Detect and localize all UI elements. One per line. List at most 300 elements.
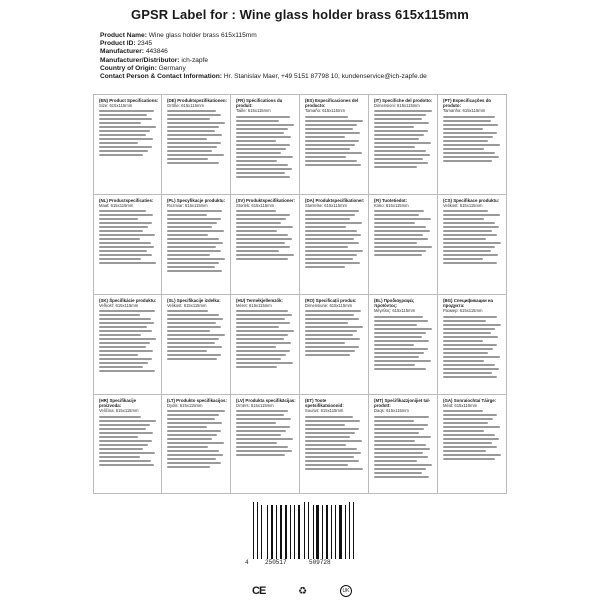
illegible-text-line xyxy=(236,334,288,336)
illegible-text-line xyxy=(443,156,499,158)
illegible-text-line xyxy=(374,146,415,148)
illegible-text-line xyxy=(305,448,357,450)
illegible-text-line xyxy=(305,128,353,130)
illegible-text-line xyxy=(305,420,360,422)
spec-cell-size: Tamaño: 615x115mm xyxy=(305,108,345,114)
illegible-text-line xyxy=(167,230,224,232)
barcode-bar xyxy=(259,505,260,559)
illegible-text-line xyxy=(305,222,362,224)
barcode-bar xyxy=(304,502,305,559)
illegible-text-line xyxy=(305,230,357,232)
barcode-bar xyxy=(255,502,256,559)
illegible-text-line xyxy=(443,410,483,412)
illegible-text-line xyxy=(374,356,419,358)
illegible-text-line xyxy=(236,318,285,320)
illegible-text-line xyxy=(167,210,222,212)
illegible-text-line xyxy=(236,222,281,224)
illegible-text-line xyxy=(305,350,355,352)
illegible-text-line xyxy=(374,316,423,318)
illegible-text-line xyxy=(305,440,362,442)
illegible-text-line xyxy=(374,348,428,350)
illegible-text-line xyxy=(236,172,285,174)
illegible-text-line xyxy=(99,130,150,132)
spec-cell xyxy=(438,394,507,494)
illegible-text-line xyxy=(167,226,212,228)
spec-cell xyxy=(369,294,438,394)
spec-cell-size: Size: 615x115mm xyxy=(99,103,133,109)
illegible-text-line xyxy=(443,214,500,216)
illegible-text-line xyxy=(305,444,346,446)
illegible-text-line xyxy=(99,310,155,312)
illegible-text-line xyxy=(305,258,353,260)
barcode-bar xyxy=(280,505,283,559)
spec-cell-heading: (PL) Specyfikacje produktu: xyxy=(167,198,226,203)
spec-cell xyxy=(369,94,438,194)
illegible-text-line xyxy=(305,254,357,256)
spec-cell-size: Izmērs: 615x115mm xyxy=(236,403,274,409)
illegible-text-line xyxy=(236,450,292,452)
illegible-text-line xyxy=(443,238,486,240)
illegible-text-line xyxy=(99,428,146,430)
illegible-text-line xyxy=(374,448,430,450)
illegible-text-line xyxy=(99,114,147,116)
illegible-text-line xyxy=(167,322,216,324)
barcode-bar xyxy=(263,505,266,559)
illegible-text-line xyxy=(236,446,288,448)
illegible-text-line xyxy=(167,114,221,116)
illegible-text-line xyxy=(443,222,495,224)
illegible-text-line xyxy=(236,238,292,240)
illegible-text-line xyxy=(374,238,428,240)
illegible-text-line xyxy=(236,136,291,138)
illegible-text-line xyxy=(443,128,483,130)
spec-cell-heading: (NL) Productspecificaties: xyxy=(99,198,154,203)
barcode-bar xyxy=(285,505,287,559)
illegible-text-line xyxy=(167,126,219,128)
illegible-text-line xyxy=(167,446,208,448)
illegible-text-line xyxy=(374,114,426,116)
barcode-bar xyxy=(292,505,294,559)
illegible-text-line xyxy=(236,234,288,236)
illegible-text-line xyxy=(305,242,359,244)
label-title: GPSR Label for : Wine glass holder brass 615x115mm xyxy=(131,7,469,22)
illegible-text-line xyxy=(443,430,484,432)
info-value: Wine glass holder brass 615x115mm xyxy=(148,32,257,39)
illegible-text-line xyxy=(236,120,279,122)
illegible-text-line xyxy=(236,254,294,256)
illegible-text-line xyxy=(305,266,345,268)
illegible-text-line xyxy=(443,226,499,228)
info-label: Manufacturer/Distributor: xyxy=(100,56,180,64)
barcode-bar xyxy=(324,505,326,559)
info-value: 2345 xyxy=(137,40,153,48)
illegible-text-line xyxy=(167,458,216,460)
illegible-text-line xyxy=(99,358,152,360)
illegible-text-line xyxy=(443,234,497,236)
spec-cell-heading: (HU) Termékjellemzők: xyxy=(236,298,284,303)
spec-cell-size: Размер: 615x115mm xyxy=(443,308,483,314)
illegible-text-line xyxy=(167,358,217,360)
illegible-text-line xyxy=(374,118,422,120)
illegible-text-line xyxy=(305,326,363,328)
info-value: ich-zapfe xyxy=(181,56,209,64)
illegible-text-line xyxy=(99,354,138,356)
illegible-text-line xyxy=(305,432,355,434)
illegible-text-line xyxy=(305,156,346,158)
illegible-text-line xyxy=(236,438,293,440)
spec-cell-size: Größe: 615x115mm xyxy=(167,103,204,109)
illegible-text-line xyxy=(374,472,422,474)
illegible-text-line xyxy=(99,218,138,220)
illegible-text-line xyxy=(236,218,286,220)
illegible-text-line xyxy=(99,246,154,248)
illegible-text-line xyxy=(167,134,222,136)
spec-cell xyxy=(231,294,300,394)
illegible-text-line xyxy=(236,346,276,348)
illegible-text-line xyxy=(374,154,430,156)
illegible-text-line xyxy=(167,434,217,436)
illegible-text-line xyxy=(236,422,276,424)
illegible-text-line xyxy=(236,128,288,130)
info-label: Product ID: xyxy=(100,40,136,48)
illegible-text-line xyxy=(167,314,219,316)
recycle-icon: ♻ xyxy=(298,585,308,597)
illegible-text-line xyxy=(374,428,424,430)
illegible-text-line xyxy=(236,434,281,436)
illegible-text-line xyxy=(167,154,224,156)
illegible-text-line xyxy=(374,360,431,362)
illegible-text-line xyxy=(305,124,357,126)
barcode-bar xyxy=(288,505,289,559)
spec-cell xyxy=(231,394,300,494)
illegible-text-line xyxy=(443,116,495,118)
illegible-text-line xyxy=(305,218,350,220)
spec-cell xyxy=(438,194,507,294)
illegible-text-line xyxy=(374,150,426,152)
illegible-text-line xyxy=(99,142,138,144)
barcode-bar xyxy=(351,502,352,559)
illegible-text-line xyxy=(167,422,222,424)
spec-cell-size: Méid: 615x115mm xyxy=(443,403,478,409)
info-label: Contact Person & Contact Information: xyxy=(100,73,222,81)
illegible-text-line xyxy=(443,242,501,244)
illegible-text-line xyxy=(167,146,217,148)
barcode-bars xyxy=(245,505,355,559)
spec-cell-size: Tamanho: 615x115mm xyxy=(443,108,486,114)
spec-cell-heading: (FI) Tuotetiedot: xyxy=(374,198,408,203)
illegible-text-line xyxy=(305,330,357,332)
barcode-bar xyxy=(306,502,307,559)
info-value: Hr. Stanislav Maer, +49 5151 87798 10, kundenservice@ich-zapfe.de xyxy=(223,73,427,81)
illegible-text-line xyxy=(443,120,491,122)
illegible-text-line xyxy=(443,144,500,146)
barcode-bar xyxy=(267,505,268,559)
illegible-text-line xyxy=(99,362,148,364)
barcode-bar xyxy=(353,502,354,559)
spec-cell-heading: (DE) Produktspezifikationen: xyxy=(167,98,228,103)
spec-cell-size: Μέγεθος: 615x115mm xyxy=(374,308,416,314)
illegible-text-line xyxy=(305,416,353,418)
illegible-text-line xyxy=(167,326,221,328)
illegible-text-line xyxy=(167,150,212,152)
illegible-text-line xyxy=(99,366,143,368)
illegible-text-line xyxy=(167,218,221,220)
spec-cell-size: Dimensioni: 615x115mm xyxy=(374,103,420,109)
illegible-text-line xyxy=(99,342,150,344)
illegible-text-line xyxy=(236,148,286,150)
spec-cell-size: Taille: 615x115mm xyxy=(236,108,271,114)
illegible-text-line xyxy=(167,310,208,312)
spec-cell-heading: (SV) Produktspecifikationer: xyxy=(236,198,296,203)
ce-mark-icon: CE xyxy=(252,585,266,597)
spec-cell-size: Storlek: 615x115mm xyxy=(236,203,275,209)
spec-cell-size: Veľkosť: 615x115mm xyxy=(99,303,139,309)
barcode-bar xyxy=(271,505,273,559)
illegible-text-line xyxy=(374,234,423,236)
illegible-text-line xyxy=(374,368,426,370)
barcode-bar xyxy=(308,502,309,559)
info-row xyxy=(100,65,560,73)
illegible-text-line xyxy=(99,250,147,252)
illegible-text-line xyxy=(167,450,219,452)
barcode-bar xyxy=(310,505,312,559)
illegible-text-line xyxy=(167,238,219,240)
illegible-text-line xyxy=(167,354,221,356)
illegible-text-line xyxy=(236,258,288,260)
illegible-text-line xyxy=(443,230,492,232)
illegible-text-line xyxy=(305,338,360,340)
compliance-symbols xyxy=(252,584,352,598)
illegible-text-line xyxy=(236,366,277,368)
illegible-text-line xyxy=(305,262,360,264)
info-row xyxy=(100,73,560,81)
barcode-bar xyxy=(296,505,297,559)
illegible-text-line xyxy=(305,334,353,336)
illegible-text-line xyxy=(236,214,290,216)
illegible-text-line xyxy=(99,370,155,372)
illegible-text-line xyxy=(443,344,497,346)
illegible-text-line xyxy=(99,150,148,152)
barcode-bar xyxy=(347,505,349,559)
illegible-text-line xyxy=(374,246,432,248)
illegible-text-line xyxy=(443,442,492,444)
illegible-text-line xyxy=(167,142,221,144)
illegible-text-line xyxy=(167,466,210,468)
barcode-digits xyxy=(245,559,355,569)
spec-cell xyxy=(231,94,300,194)
illegible-text-line xyxy=(236,310,288,312)
barcode-bar xyxy=(276,505,277,559)
illegible-text-line xyxy=(305,214,355,216)
illegible-text-line xyxy=(443,360,484,362)
illegible-text-line xyxy=(167,426,207,428)
illegible-text-line xyxy=(167,410,225,412)
illegible-text-line xyxy=(236,418,291,420)
illegible-text-line xyxy=(167,162,219,164)
illegible-text-line xyxy=(99,154,143,156)
illegible-text-line xyxy=(374,444,426,446)
info-row xyxy=(100,40,560,48)
illegible-text-line xyxy=(374,230,430,232)
illegible-text-line xyxy=(236,156,293,158)
info-row xyxy=(100,48,560,56)
illegible-text-line xyxy=(236,116,290,118)
illegible-text-line xyxy=(305,250,363,252)
illegible-text-line xyxy=(443,340,483,342)
illegible-text-line xyxy=(99,420,156,422)
spec-cell xyxy=(162,394,231,494)
illegible-text-line xyxy=(305,246,348,248)
illegible-text-line xyxy=(236,358,281,360)
illegible-text-line xyxy=(99,254,152,256)
illegible-text-line xyxy=(443,426,500,428)
illegible-text-line xyxy=(236,132,284,134)
illegible-text-line xyxy=(443,136,493,138)
illegible-text-line xyxy=(99,460,151,462)
barcode-bar xyxy=(339,505,342,559)
spec-cell xyxy=(93,94,162,194)
illegible-text-line xyxy=(99,138,153,140)
spec-cell-size: Maat: 615x115mm xyxy=(99,203,134,209)
illegible-text-line xyxy=(443,210,488,212)
illegible-text-line xyxy=(443,450,486,452)
illegible-text-line xyxy=(236,410,288,412)
spec-cell-heading: (RO) Specificații produs: xyxy=(305,298,357,303)
illegible-text-line xyxy=(305,436,350,438)
info-label: Country of Origin: xyxy=(100,64,157,72)
barcode-bar xyxy=(301,505,304,559)
illegible-text-line xyxy=(374,162,428,164)
illegible-text-line xyxy=(305,460,359,462)
illegible-text-line xyxy=(236,354,286,356)
barcode-bar xyxy=(316,505,319,559)
spec-cell-size: Velikost: 615x115mm xyxy=(443,203,483,209)
illegible-text-line xyxy=(167,122,225,124)
barcode-bar xyxy=(269,505,271,559)
illegible-text-line xyxy=(443,364,495,366)
illegible-text-line xyxy=(236,152,281,154)
illegible-text-line xyxy=(99,424,150,426)
illegible-text-line xyxy=(99,322,154,324)
illegible-text-line xyxy=(99,242,151,244)
illegible-text-line xyxy=(374,242,417,244)
illegible-text-line xyxy=(99,238,140,240)
illegible-text-line xyxy=(443,262,497,264)
spec-cell-size: Velikost: 615x115mm xyxy=(167,303,207,309)
illegible-text-line xyxy=(99,318,151,320)
illegible-text-line xyxy=(443,434,495,436)
illegible-text-line xyxy=(99,222,152,224)
product-info-block xyxy=(100,32,560,81)
barcode-bar xyxy=(298,505,300,559)
illegible-text-line xyxy=(99,126,156,128)
circle-mark-icon: UK xyxy=(340,585,352,597)
illegible-text-line xyxy=(374,344,414,346)
illegible-text-line xyxy=(443,438,499,440)
illegible-text-line xyxy=(443,376,497,378)
illegible-text-line xyxy=(443,250,491,252)
illegible-text-line xyxy=(236,124,294,126)
illegible-text-line xyxy=(305,226,346,228)
illegible-text-line xyxy=(99,350,153,352)
barcode-bar xyxy=(290,505,291,559)
illegible-text-line xyxy=(305,148,350,150)
illegible-text-line xyxy=(167,414,219,416)
illegible-text-line xyxy=(236,442,277,444)
illegible-text-line xyxy=(236,176,290,178)
barcode-bar xyxy=(315,505,316,559)
illegible-text-line xyxy=(99,262,156,264)
illegible-text-line xyxy=(167,234,208,236)
illegible-text-line xyxy=(236,454,285,456)
illegible-text-line xyxy=(305,314,354,316)
illegible-text-line xyxy=(99,440,152,442)
spec-cell-heading: (SK) Špecifikácie produktu: xyxy=(99,298,157,303)
illegible-text-line xyxy=(167,110,216,112)
illegible-text-line xyxy=(236,426,290,428)
illegible-text-line xyxy=(236,350,290,352)
illegible-text-line xyxy=(167,118,210,120)
illegible-text-line xyxy=(305,136,345,138)
spec-cell-heading: (FR) Spécifications du produit: xyxy=(236,98,283,109)
illegible-text-line xyxy=(443,124,498,126)
illegible-text-line xyxy=(305,238,354,240)
illegible-text-line xyxy=(99,436,138,438)
illegible-text-line xyxy=(374,166,417,168)
info-row xyxy=(100,57,560,65)
illegible-text-line xyxy=(167,158,208,160)
spec-cell-heading: (LV) Produkta specifikācijas: xyxy=(236,398,296,403)
barcode-digit-prefix: 4 xyxy=(245,559,249,566)
barcode-bar xyxy=(345,505,346,559)
spec-cell-heading: (BG) Спецификации на продукта: xyxy=(443,298,493,309)
illegible-text-line xyxy=(167,342,215,344)
illegible-text-line xyxy=(374,440,415,442)
illegible-text-line xyxy=(236,242,285,244)
illegible-text-line xyxy=(374,416,429,418)
illegible-text-line xyxy=(236,430,286,432)
illegible-text-line xyxy=(305,116,348,118)
illegible-text-line xyxy=(374,460,417,462)
illegible-text-line xyxy=(99,314,140,316)
barcode-bar xyxy=(320,505,321,559)
spec-cell-heading: (ET) Toote spetsifikatsioonid: xyxy=(305,398,344,409)
illegible-text-line xyxy=(167,130,215,132)
illegible-text-line xyxy=(236,226,293,228)
illegible-text-line xyxy=(236,326,279,328)
illegible-text-line xyxy=(99,346,146,348)
barcode-bar xyxy=(331,505,332,559)
illegible-text-line xyxy=(443,414,497,416)
illegible-text-line xyxy=(305,456,354,458)
spec-cell-heading: (HR) Specifikacije proizvoda: xyxy=(99,398,137,409)
illegible-text-line xyxy=(305,342,345,344)
illegible-text-line xyxy=(305,210,359,212)
spec-cell xyxy=(231,194,300,294)
illegible-text-line xyxy=(305,322,348,324)
illegible-text-line xyxy=(167,262,219,264)
spec-cell-heading: (PT) Especificações do produto: xyxy=(443,98,492,109)
illegible-text-line xyxy=(167,250,221,252)
illegible-text-line xyxy=(99,448,143,450)
illegible-text-line xyxy=(99,234,155,236)
illegible-text-line xyxy=(443,336,498,338)
spec-cell-size: Dydis: 615x115mm xyxy=(167,403,203,409)
spec-cell xyxy=(93,194,162,294)
illegible-text-line xyxy=(236,342,291,344)
illegible-text-line xyxy=(443,254,498,256)
illegible-text-line xyxy=(305,144,355,146)
